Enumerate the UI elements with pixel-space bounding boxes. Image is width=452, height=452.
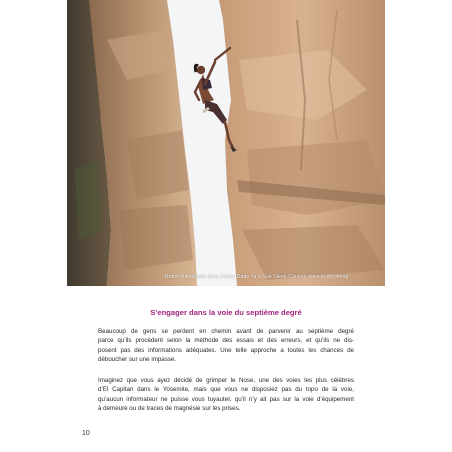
paragraph-2	[98, 376, 354, 413]
paragraph-1	[98, 327, 354, 364]
climber-in-crack-illustration	[67, 0, 385, 286]
paragraph-1-line: posent pas des informations adéquates. Une telle approche a toutes les chances de	[98, 346, 354, 354]
paragraph-1-line: déboucher sur une impasse.	[98, 355, 177, 363]
photo-caption: Robin Mikulowski dans Davey Dads 7a à Sue Sleep Canyon dans le Wyoming	[165, 274, 349, 280]
paragraph-2-line: Imaginez que vous ayez décidé de grimper le Nose, une des voies les plus célèbres	[98, 377, 354, 384]
paragraph-2-line: d’El Capitan dans le Yosemite, mais que vous ne disposiez pas du topo de la voie,	[98, 386, 354, 394]
paragraph-1-line: parce qu’ils procèdent selon la méthode des essais et des erreurs, et qu’ils ne dis-	[98, 337, 354, 345]
page-number: 10	[82, 430, 90, 437]
climbing-photo	[67, 0, 385, 286]
paragraph-1-line: Beaucoup de gens se perdent en chemin avant de parvenir au septième degré	[98, 328, 354, 335]
section-heading: S’engager dans la voie du septième degré	[150, 308, 302, 317]
paragraph-2-line: qu’aucun informateur ne puisse vous tuyauter, qu’il n’y ait pas sur la voie d’équipement	[98, 395, 354, 403]
paragraph-2-line: à demeure ou de traces de magnésie sur les prises.	[98, 404, 241, 412]
